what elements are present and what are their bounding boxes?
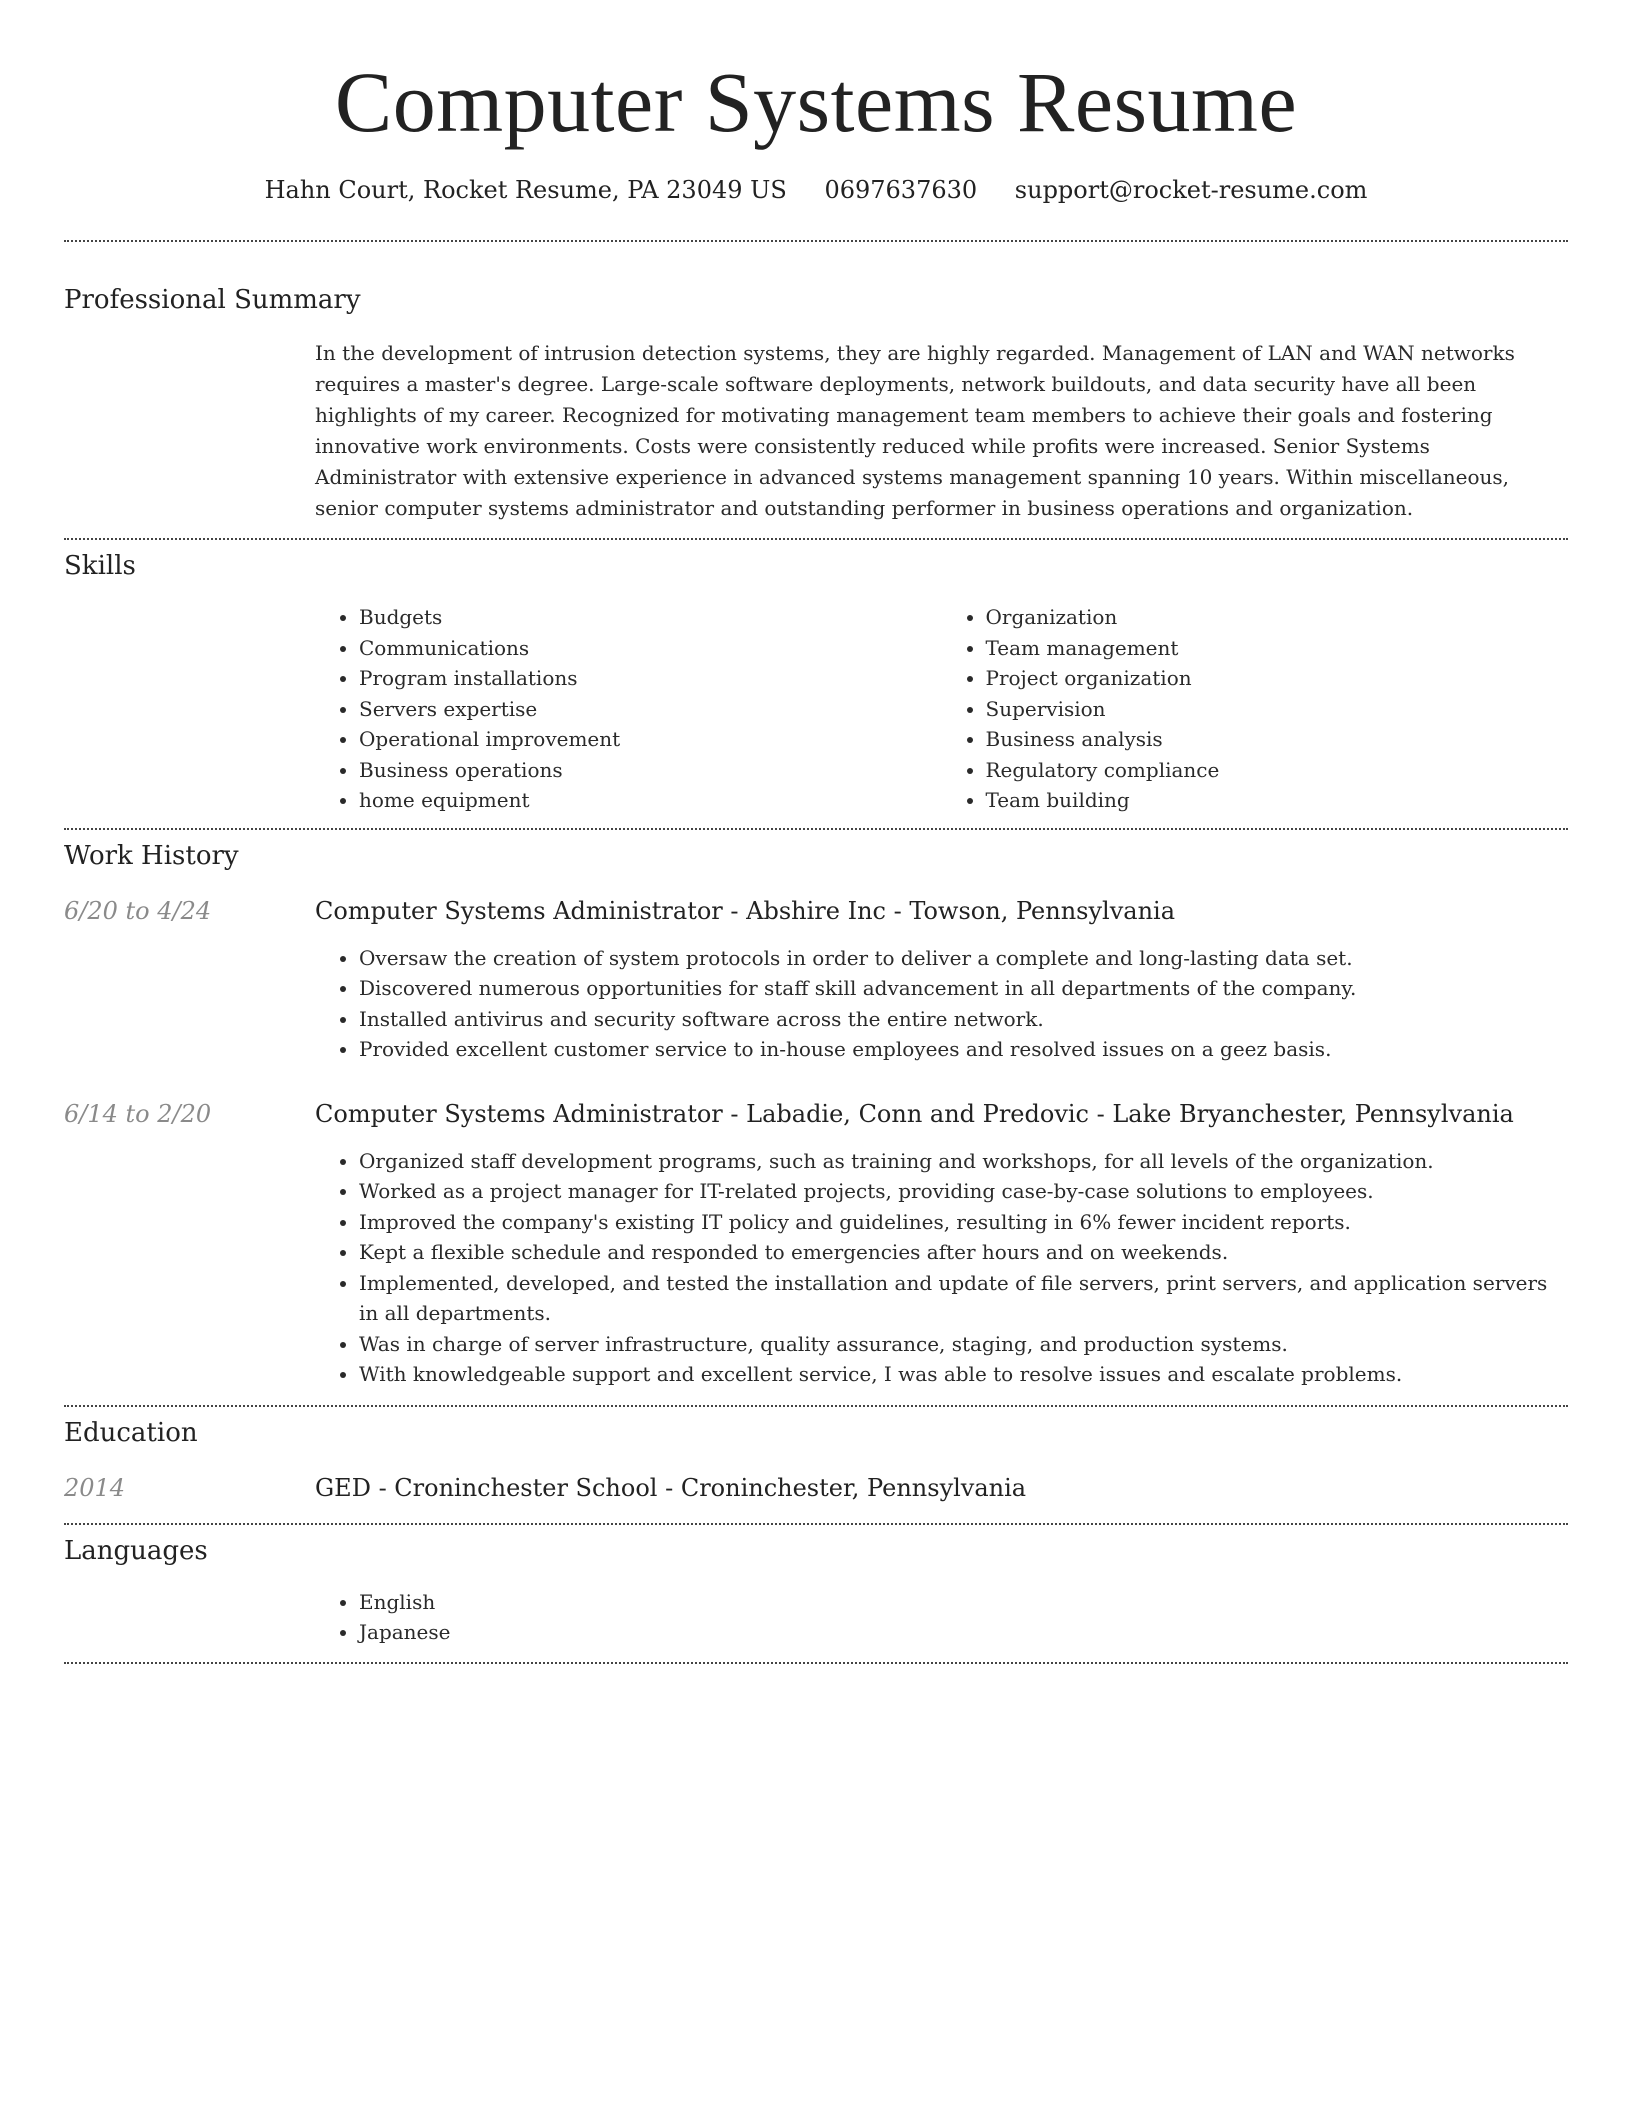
divider xyxy=(64,1405,1568,1407)
education-title: GED - Croninchester School - Croninchester, Pennsylvania xyxy=(315,1473,1027,1502)
language-item: • English xyxy=(359,1587,1568,1618)
skill-item: • Supervision xyxy=(986,694,1569,725)
skill-item: • Budgets xyxy=(359,602,942,633)
skill-item: • Servers expertise xyxy=(359,694,942,725)
skills-section xyxy=(64,549,1568,816)
education-section xyxy=(64,1416,1568,1504)
job-dates: 6/14 to 2/20 xyxy=(64,1099,212,1128)
skill-item: • Regulatory compliance xyxy=(986,755,1569,786)
resume-page xyxy=(64,0,1568,1664)
work-section xyxy=(64,839,1568,1390)
education-entry xyxy=(64,1472,1568,1504)
languages-list xyxy=(315,1587,1568,1648)
job-header xyxy=(315,895,1175,927)
divider xyxy=(64,1523,1568,1525)
job-title: Computer Systems Administrator - Abshire Inc - Towson, Pennsylvania xyxy=(315,896,1176,925)
resume-title: Computer Systems Resume xyxy=(334,54,1298,150)
skill-item: • Communications xyxy=(359,633,942,664)
summary-section xyxy=(64,283,1568,524)
languages-section xyxy=(64,1534,1568,1648)
job-bullets xyxy=(315,943,1568,1065)
job-bullet: • Oversaw the creation of system protocols in order to deliver a complete and long-lasting data set. xyxy=(359,943,1568,974)
summary-text: In the development of intrusion detection systems, they are highly regarded. Management of LAN and WAN networks requires a master's degree. Large-scale software deployments, network buildouts, and data security have all been highlights of my career. Recognized for motivating management team members to achieve their goals and fostering innovative work environments. Costs were consistently reduced while profits were increased. Senior Systems Administrator with extensive experience in advanced systems management spanning 10 years. Within miscellaneous, senior computer systems administrator and outstanding performer in business operations and organization. xyxy=(315,341,1515,520)
job-header xyxy=(315,1098,1514,1130)
work-heading: Work History xyxy=(64,840,239,871)
skill-item: • Organization xyxy=(986,602,1569,633)
divider xyxy=(64,538,1568,540)
skill-item: • Project organization xyxy=(986,663,1569,694)
divider xyxy=(64,828,1568,830)
job-bullet: • Discovered numerous opportunities for staff skill advancement in all departments of the company. xyxy=(359,973,1568,1004)
job-entry xyxy=(64,895,1568,927)
contact-line xyxy=(64,174,1568,206)
education-year: 2014 xyxy=(64,1473,126,1502)
contact-phone: 0697637630 xyxy=(824,176,978,204)
job-bullet: • Implemented, developed, and tested the installation and update of file servers, print servers, and application servers in all departments. xyxy=(359,1268,1568,1329)
job-bullet: • Was in charge of server infrastructure, quality assurance, staging, and production systems. xyxy=(359,1329,1568,1360)
job-entry xyxy=(64,1098,1568,1130)
job-bullet: • Improved the company's existing IT policy and guidelines, resulting in 6% fewer incident reports. xyxy=(359,1207,1568,1238)
skill-item: • home equipment xyxy=(359,785,942,816)
job-bullet: • Kept a flexible schedule and responded to emergencies after hours and on weekends. xyxy=(359,1237,1568,1268)
skill-item: • Team building xyxy=(986,785,1569,816)
skill-item: • Team management xyxy=(986,633,1569,664)
divider xyxy=(64,240,1568,242)
skills-heading: Skills xyxy=(64,551,136,581)
summary-heading: Professional Summary xyxy=(64,285,361,315)
skills-list-left xyxy=(315,602,942,816)
skills-list-right xyxy=(942,602,1569,816)
language-item: • Japanese xyxy=(359,1617,1568,1648)
job-bullet: • Worked as a project manager for IT-related projects, providing case-by-case solutions to employees. xyxy=(359,1176,1568,1207)
contact-email: support@rocket-resume.com xyxy=(1014,176,1368,204)
job-bullets xyxy=(315,1146,1568,1390)
divider xyxy=(64,1662,1568,1664)
languages-heading: Languages xyxy=(64,1535,208,1566)
skill-item: • Business operations xyxy=(359,755,942,786)
job-dates: 6/20 to 4/24 xyxy=(64,896,212,925)
job-title: Computer Systems Administrator - Labadie, Conn and Predovic - Lake Bryanchester, Pennsylvania xyxy=(315,1099,1514,1128)
skill-item: • Operational improvement xyxy=(359,724,942,755)
job-bullet: • Installed antivirus and security software across the entire network. xyxy=(359,1004,1568,1035)
education-heading: Education xyxy=(64,1417,198,1448)
job-bullet: • Provided excellent customer service to in-house employees and resolved issues on a geez basis. xyxy=(359,1034,1568,1065)
job-bullet: • With knowledgeable support and excellent service, I was able to resolve issues and escalate problems. xyxy=(359,1359,1568,1390)
job-bullet: • Organized staff development programs, such as training and workshops, for all levels of the organization. xyxy=(359,1146,1568,1177)
skill-item: • Program installations xyxy=(359,663,942,694)
skill-item: • Business analysis xyxy=(986,724,1569,755)
contact-address: Hahn Court, Rocket Resume, PA 23049 US xyxy=(264,176,787,204)
